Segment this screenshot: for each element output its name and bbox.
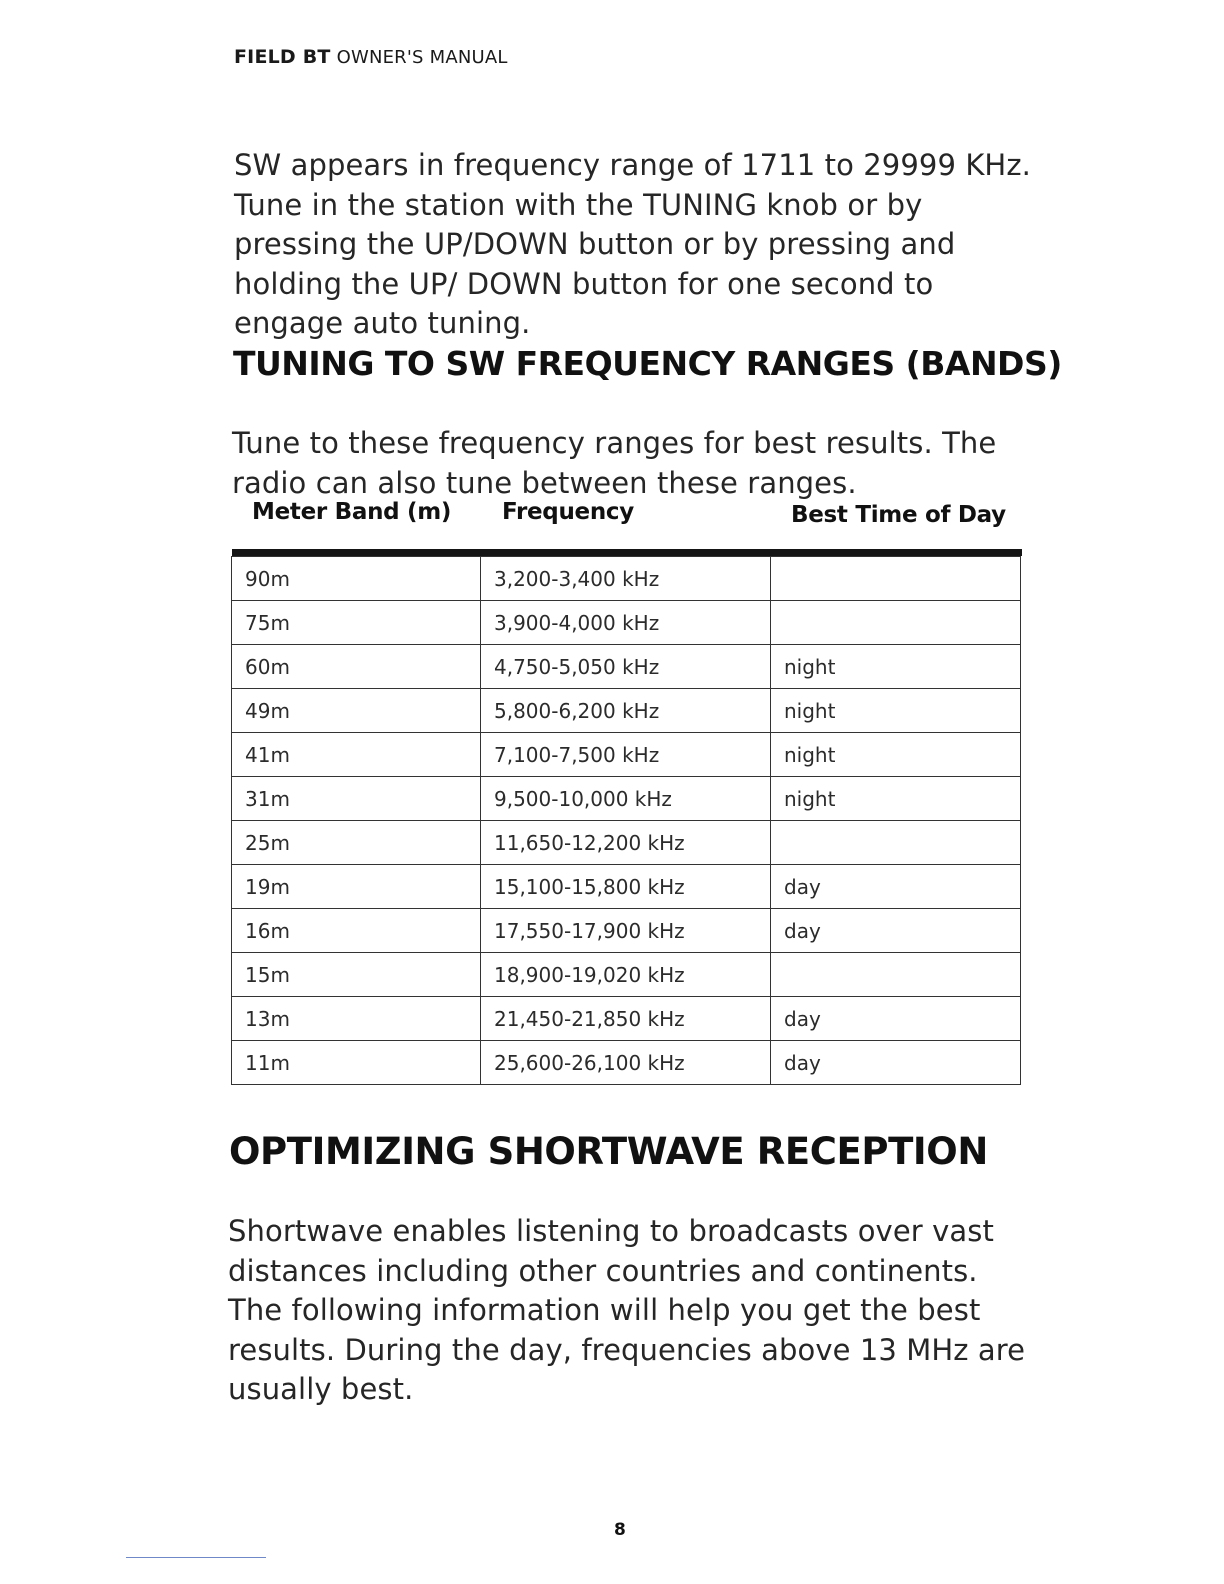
- meter-band-cell: 49m: [232, 689, 481, 733]
- frequency-cell: 11,650-12,200 kHz: [481, 821, 771, 865]
- best-time-cell: [771, 821, 1021, 865]
- manual-title: OWNER'S MANUAL: [336, 47, 508, 68]
- meter-band-cell: 90m: [232, 557, 481, 601]
- meter-band-cell: 16m: [232, 909, 481, 953]
- column-header-frequency: Frequency: [502, 499, 634, 525]
- best-time-cell: day: [771, 909, 1021, 953]
- bands-paragraph: Tune to these frequency ranges for best results. The radio can also tune between these ranges.: [232, 426, 997, 500]
- best-time-cell: night: [771, 689, 1021, 733]
- best-time-cell: [771, 601, 1021, 645]
- frequency-cell: 25,600-26,100 kHz: [481, 1041, 771, 1085]
- meter-band-cell: 13m: [232, 997, 481, 1041]
- manual-brand: FIELD BT: [234, 46, 331, 68]
- table-row: [232, 997, 1021, 1041]
- table-row: [232, 733, 1021, 777]
- frequency-cell: 5,800-6,200 kHz: [481, 689, 771, 733]
- optimizing-section-heading: OPTIMIZING SHORTWAVE RECEPTION: [229, 1130, 988, 1173]
- table-top-rule: [232, 549, 1022, 556]
- table-row: [232, 953, 1021, 997]
- scan-artifact-line: [126, 1557, 266, 1558]
- best-time-cell: day: [771, 1041, 1021, 1085]
- meter-band-cell: 31m: [232, 777, 481, 821]
- best-time-cell: night: [771, 645, 1021, 689]
- frequency-cell: 3,200-3,400 kHz: [481, 557, 771, 601]
- frequency-band-table: [231, 556, 1021, 1085]
- best-time-cell: [771, 557, 1021, 601]
- frequency-cell: 7,100-7,500 kHz: [481, 733, 771, 777]
- table-row: [232, 909, 1021, 953]
- tuning-section-heading: TUNING TO SW FREQUENCY RANGES (BANDS): [233, 344, 1062, 383]
- table-row: [232, 689, 1021, 733]
- column-header-meter-band: Meter Band (m): [252, 499, 452, 525]
- meter-band-cell: 75m: [232, 601, 481, 645]
- intro-paragraph: SW appears in frequency range of 1711 to 29999 KHz. Tune in the station with the TUNING knob or by pressing the UP/DOWN button or by pressing and holding the UP/ DOWN button for one second to engage auto tuning.: [234, 148, 1031, 340]
- band-table-body: [232, 557, 1021, 1085]
- frequency-cell: 18,900-19,020 kHz: [481, 953, 771, 997]
- best-time-cell: night: [771, 777, 1021, 821]
- meter-band-cell: 19m: [232, 865, 481, 909]
- best-time-cell: day: [771, 865, 1021, 909]
- best-time-cell: day: [771, 997, 1021, 1041]
- table-row: [232, 645, 1021, 689]
- frequency-cell: 9,500-10,000 kHz: [481, 777, 771, 821]
- frequency-cell: 4,750-5,050 kHz: [481, 645, 771, 689]
- meter-band-cell: 15m: [232, 953, 481, 997]
- best-time-cell: [771, 953, 1021, 997]
- table-row: [232, 865, 1021, 909]
- frequency-cell: 3,900-4,000 kHz: [481, 601, 771, 645]
- best-time-cell: night: [771, 733, 1021, 777]
- table-row: [232, 821, 1021, 865]
- table-row: [232, 601, 1021, 645]
- column-header-best-time: Best Time of Day: [791, 502, 1006, 528]
- page-number: 8: [614, 1520, 626, 1540]
- frequency-cell: 17,550-17,900 kHz: [481, 909, 771, 953]
- table-row: [232, 557, 1021, 601]
- meter-band-cell: 41m: [232, 733, 481, 777]
- meter-band-cell: 11m: [232, 1041, 481, 1085]
- frequency-cell: 21,450-21,850 kHz: [481, 997, 771, 1041]
- meter-band-cell: 60m: [232, 645, 481, 689]
- table-row: [232, 777, 1021, 821]
- meter-band-cell: 25m: [232, 821, 481, 865]
- table-row: [232, 1041, 1021, 1085]
- frequency-cell: 15,100-15,800 kHz: [481, 865, 771, 909]
- running-header: [234, 46, 508, 68]
- optimizing-paragraph: Shortwave enables listening to broadcasts over vast distances including other countries and continents. The following information will help you get the best results. During the day, frequencies above 13 MHz are usually best.: [228, 1214, 1026, 1406]
